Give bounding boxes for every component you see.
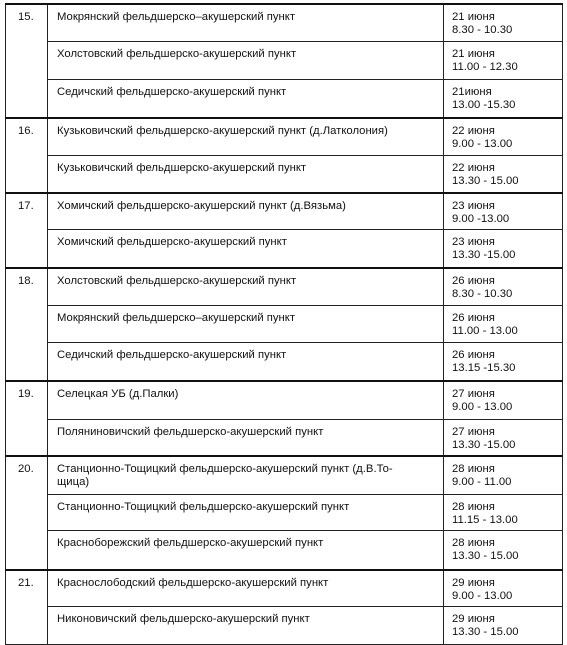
visit-date-time <box>444 155 563 193</box>
visit-time: 8.30 - 10.30 <box>452 288 513 300</box>
visit-date-time <box>444 419 563 456</box>
visit-date: 28 июня <box>452 463 495 475</box>
visit-date: 21июня <box>452 85 492 98</box>
table-row <box>6 419 563 456</box>
visit-date: 23 июня <box>452 200 495 212</box>
visit-date-time <box>444 229 563 268</box>
table-row <box>6 494 563 530</box>
row-number: 21. <box>6 570 48 644</box>
visit-date-time <box>444 494 563 530</box>
visit-time: 9.00 - 13.00 <box>452 138 513 150</box>
visit-time: 11.00 - 13.00 <box>452 324 518 337</box>
table-row <box>6 193 563 229</box>
facility-name: Поляниновичский фельдшерско-акушерский пункт <box>48 419 444 456</box>
table-row <box>6 155 563 193</box>
visit-time: 9.00 - 11.00 <box>452 476 512 488</box>
facility-name <box>48 456 444 494</box>
facility-name: Станционно-Тощицкий фельдшерско-акушерский пункт <box>48 494 444 530</box>
facility-name: Хомичский фельдшерско-акушерский пункт <box>48 229 444 268</box>
visit-date-time <box>444 456 563 494</box>
visit-date-time <box>444 570 563 606</box>
table-row <box>6 606 563 644</box>
facility-name: Мокрянский фельдшерско–акушерский пункт <box>48 4 444 41</box>
facility-name: Холстовский фельдшерско-акушерский пункт <box>48 41 444 79</box>
visit-date-time <box>444 4 563 41</box>
facility-name: Красноборежский фельдшерско-акушерский пункт <box>48 530 444 570</box>
visit-time: 9.00 - 13.00 <box>452 401 513 413</box>
table-row <box>6 305 563 342</box>
row-number: 17. <box>6 193 48 268</box>
visit-date: 28 июня <box>452 536 495 549</box>
visit-date-time <box>444 268 563 305</box>
visit-date-time <box>444 41 563 79</box>
visit-time: 13.30 - 15.00 <box>452 625 519 638</box>
facility-name: Краснослободский фельдшерско-акушерский пункт <box>48 570 444 606</box>
schedule-table <box>5 3 563 645</box>
visit-time: 11.00 - 12.30 <box>452 60 518 73</box>
visit-date: 26 июня <box>452 311 495 324</box>
visit-date: 28 июня <box>452 500 495 513</box>
row-number: 18. <box>6 268 48 381</box>
facility-name: Мокрянский фельдшерско–акушерский пункт <box>48 305 444 342</box>
visit-date: 22 июня <box>452 161 495 174</box>
visit-date: 21 июня <box>452 11 495 23</box>
visit-date: 27 июня <box>452 388 495 400</box>
visit-time: 8.30 - 10.30 <box>452 24 513 36</box>
visit-date-time <box>444 79 563 118</box>
visit-time: 13.30 - 15.00 <box>452 549 519 562</box>
table-row <box>6 530 563 570</box>
facility-name: Селецкая УБ (д.Палки) <box>48 381 444 419</box>
visit-date-time <box>444 381 563 419</box>
facility-name: Седичский фельдшерско-акушерский пункт <box>48 342 444 381</box>
facility-name-line-2: щица) <box>57 476 90 488</box>
visit-date-time <box>444 342 563 381</box>
visit-date-time <box>444 606 563 644</box>
visit-date: 26 июня <box>452 348 495 361</box>
table-row <box>6 4 563 41</box>
table-row <box>6 570 563 606</box>
table-row <box>6 268 563 305</box>
table-row <box>6 79 563 118</box>
visit-time: 13.00 -15.30 <box>452 98 516 111</box>
visit-time: 13.15 -15.30 <box>452 361 516 374</box>
table-row <box>6 381 563 419</box>
facility-name: Седичский фельдшерско-акушерский пункт <box>48 79 444 118</box>
visit-date: 26 июня <box>452 275 495 287</box>
visit-date: 29 июня <box>452 612 495 625</box>
visit-time: 13.30 - 15.00 <box>452 174 519 187</box>
table-row <box>6 229 563 268</box>
visit-date-time <box>444 118 563 155</box>
facility-name: Никоновичский фельдшерско-акушерский пункт <box>48 606 444 644</box>
row-number: 19. <box>6 381 48 456</box>
visit-time: 11.15 - 13.00 <box>452 513 518 526</box>
visit-date: 29 июня <box>452 577 495 589</box>
visit-date: 22 июня <box>452 125 495 137</box>
visit-time: 13.30 -15.00 <box>452 438 516 451</box>
facility-name: Кузьковичский фельдшерско-акушерский пункт <box>48 155 444 193</box>
visit-date-time <box>444 193 563 229</box>
table-row <box>6 118 563 155</box>
facility-name: Хомичский фельдшерско-акушерский пункт (д.Вязьма) <box>48 193 444 229</box>
row-number: 20. <box>6 456 48 570</box>
visit-time: 9.00 -13.00 <box>452 213 510 225</box>
table-row <box>6 342 563 381</box>
visit-date: 23 июня <box>452 235 495 248</box>
table-row <box>6 41 563 79</box>
visit-date: 21 июня <box>452 47 495 60</box>
facility-name: Кузьковичский фельдшерско-акушерский пункт (д.Латколония) <box>48 118 444 155</box>
visit-date-time <box>444 305 563 342</box>
visit-time: 9.00 - 13.00 <box>452 590 513 602</box>
table-row <box>6 456 563 494</box>
facility-name: Холстовский фельдшерско-акушерский пункт <box>48 268 444 305</box>
row-number: 16. <box>6 118 48 193</box>
row-number: 15. <box>6 4 48 118</box>
visit-time: 13.30 -15.00 <box>452 248 516 261</box>
visit-date-time <box>444 530 563 570</box>
visit-date: 27 июня <box>452 425 495 438</box>
facility-name-line-1: Станционно-Тощицкий фельдшерско-акушерский пункт (д.В.То- <box>57 463 393 475</box>
